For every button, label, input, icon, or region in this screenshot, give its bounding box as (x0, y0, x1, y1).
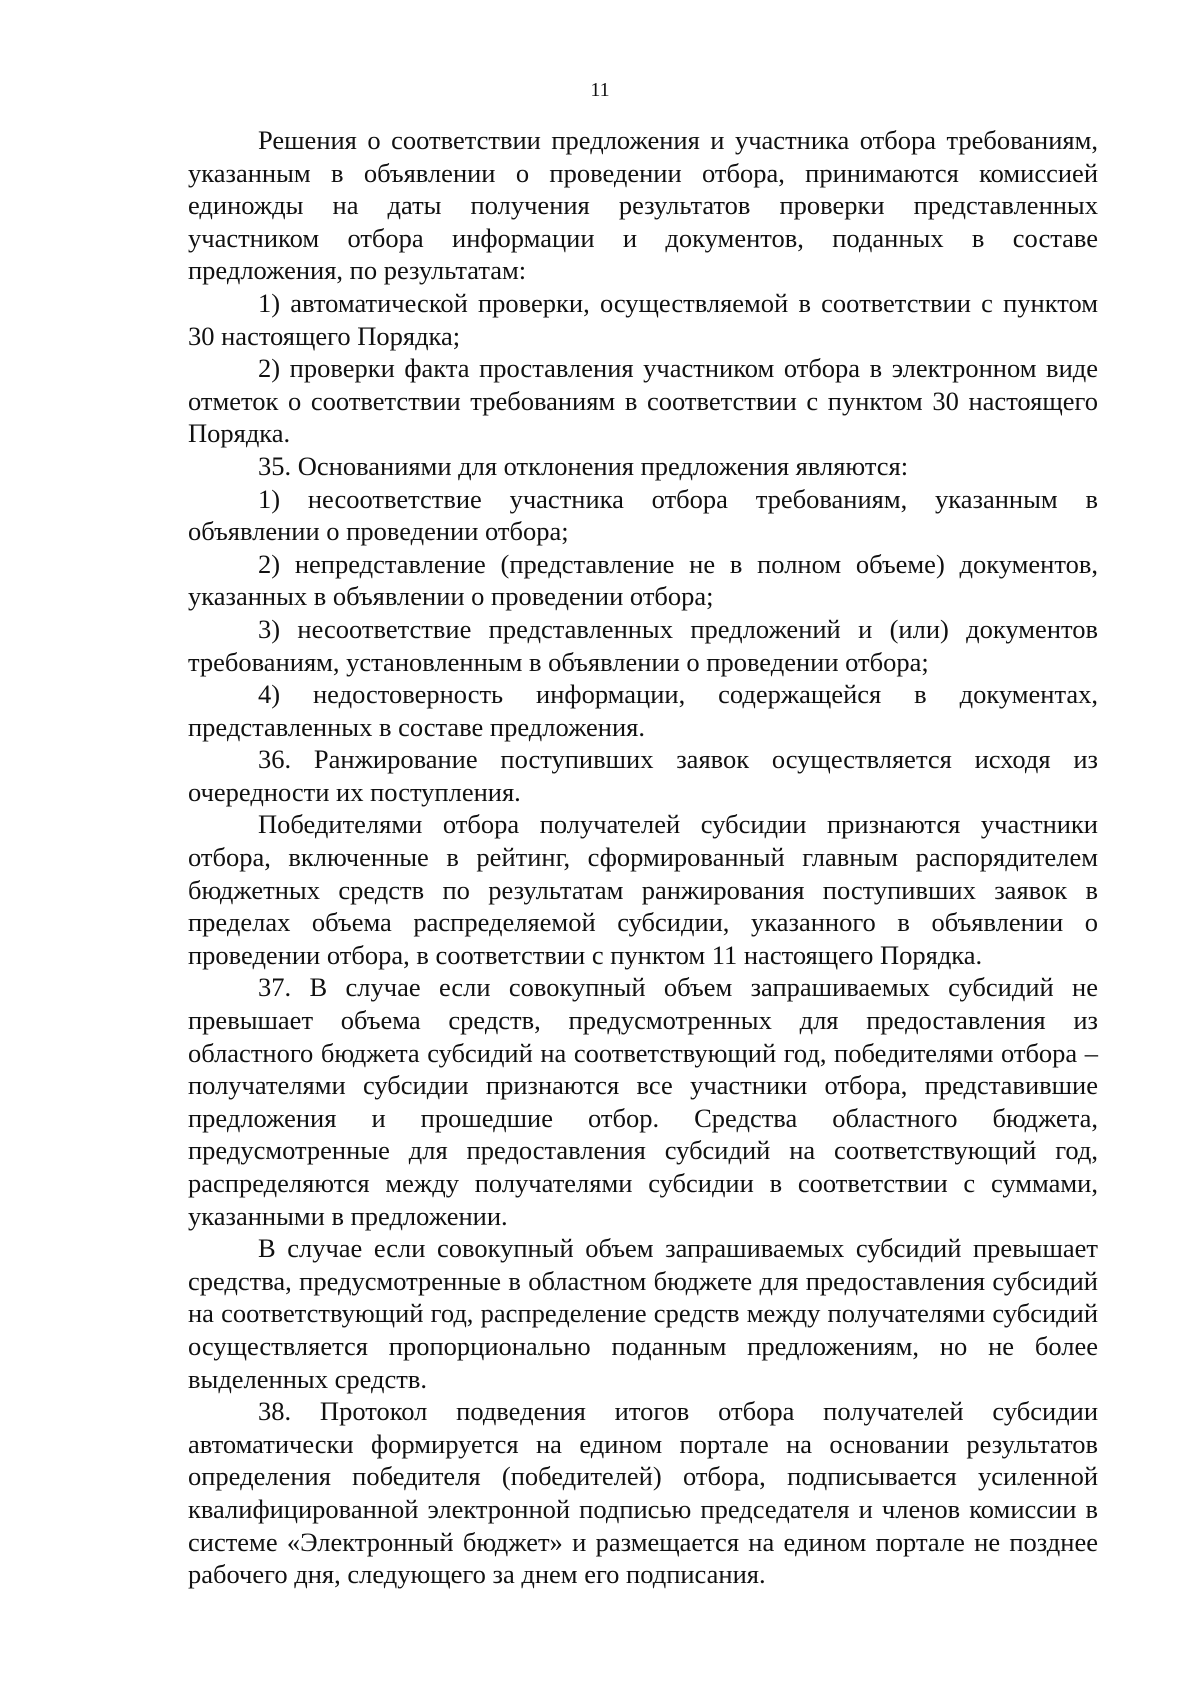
paragraph: 2) непредставление (представление не в полном объеме) документов, указанных в объявлении о проведении отбора; (188, 548, 1098, 612)
page-number: 11 (590, 79, 610, 101)
paragraph: В случае если совокупный объем запрашиваемых субсидий превышает средства, предусмотренные в областном бюджете для предоставления субсидий на соответствующий год, распределение средств между получателями субсидий осуществляется пропорционально поданным предложениям, но не более выделенных средств. (188, 1233, 1098, 1394)
paragraph: 3) несоответствие представленных предложений и (или) документов требованиям, установленным в объявлении о проведении отбора; (188, 613, 1098, 677)
paragraph: 1) несоответствие участника отбора требованиям, указанным в объявлении о проведении отбора; (188, 483, 1098, 547)
document-body (188, 124, 1098, 1591)
paragraph: 2) проверки факта проставления участником отбора в электронном виде отметок о соответствии требованиям в соответствии с пунктом 30 настоящего Порядка. (188, 353, 1098, 449)
paragraph: 38. Протокол подведения итогов отбора получателей субсидии автоматически формируется на едином портале на основании результатов определения победителя (победителей) отбора, подписывается усиленной квалифицированной электронной подписью председателя и членов комиссии в системе «Электронный бюджет» и размещается на едином портале не позднее рабочего дня, следующего за днем его подписания. (188, 1396, 1098, 1590)
paragraph: 37. В случае если совокупный объем запрашиваемых субсидий не превышает объема средств, предусмотренных для предоставления из областного бюджета субсидий на соответствующий год, победителями отбора – получателями субсидии признаются все участники отбора, представившие предложения и прошедшие отбор. Средства областного бюджета, предусмотренные для предоставления субсидий на соответствующий год, распределяются между получателями субсидии в соответствии с суммами, указанными в предложении. (188, 972, 1098, 1231)
paragraph: 1) автоматической проверки, осуществляемой в соответствии с пунктом 30 настоящего Порядка; (188, 287, 1098, 351)
paragraph: Решения о соответствии предложения и участника отбора требованиям, указанным в объявлении о проведении отбора, принимаются комиссией единожды на даты получения результатов проверки представленных участником отбора информации и документов, поданных в составе предложения, по результатам: (188, 125, 1098, 286)
paragraph: Победителями отбора получателей субсидии признаются участники отбора, включенные в рейтинг, сформированный главным распорядителем бюджетных средств по результатам ранжирования поступивших заявок в пределах объема распределяемой субсидии, указанного в объявлении о проведении отбора, в соответствии с пунктом 11 настоящего Порядка. (188, 809, 1098, 970)
paragraph: 4) недостоверность информации, содержащейся в документах, представленных в составе предложения. (188, 679, 1098, 742)
paragraph: 36. Ранжирование поступивших заявок осуществляется исходя из очередности их поступления. (188, 744, 1098, 807)
paragraph: 35. Основаниями для отклонения предложения являются: (258, 450, 909, 481)
